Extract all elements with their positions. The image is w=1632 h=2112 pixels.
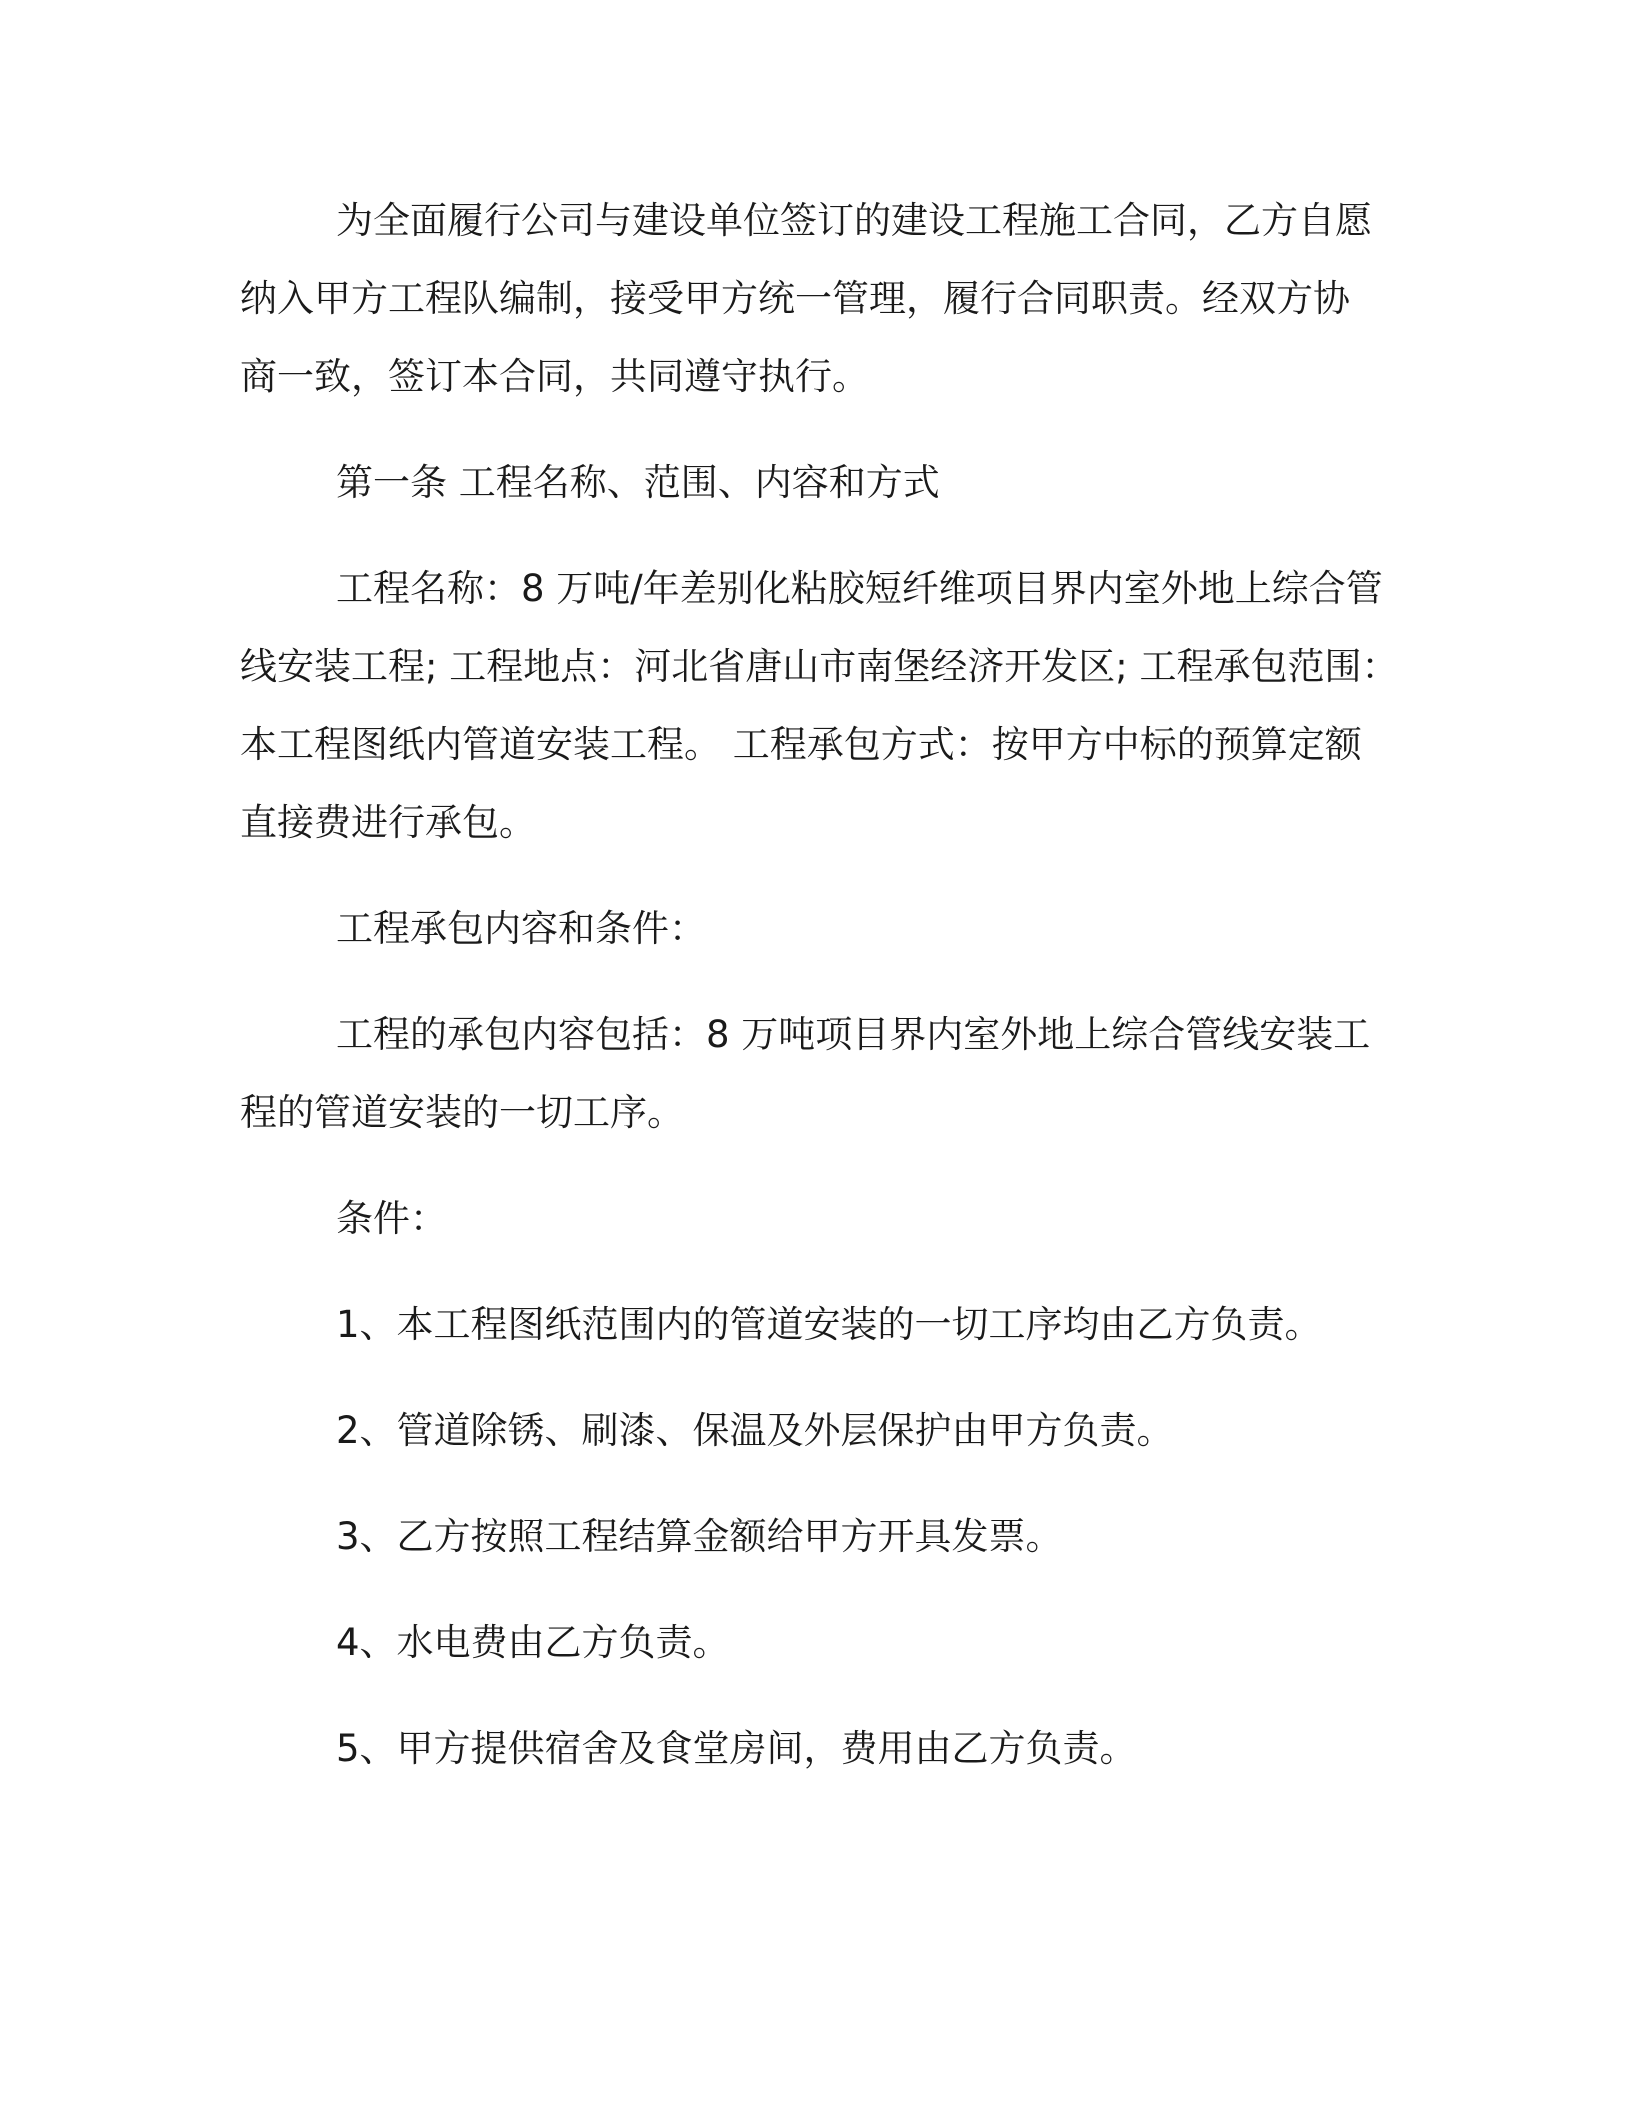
condition-item: 4、水电费由乙方负责。 bbox=[336, 1621, 730, 1664]
intro-line: 为全面履行公司与建设单位签订的建设工程施工合同，乙方自愿 bbox=[336, 199, 1372, 242]
project-info-line: 工程名称：8 万吨/年差别化粘胶短纤维项目界内室外地上综合管 bbox=[336, 567, 1383, 610]
project-info-line: 线安装工程; 工程地点：河北省唐山市南堡经济开发区; 工程承包范围： bbox=[240, 645, 1399, 688]
project-info-line: 直接费进行承包。 bbox=[240, 801, 536, 844]
content-heading: 工程承包内容和条件： bbox=[336, 907, 706, 950]
project-info-line: 本工程图纸内管道安装工程。 工程承包方式：按甲方中标的预算定额 bbox=[240, 723, 1362, 766]
content-description bbox=[240, 996, 1390, 1152]
intro-paragraph bbox=[240, 182, 1390, 416]
content-line: 工程的承包内容包括：8 万吨项目界内室外地上综合管线安装工 bbox=[336, 1013, 1371, 1056]
condition-item: 2、管道除锈、刷漆、保温及外层保护由甲方负责。 bbox=[336, 1409, 1174, 1452]
content-line: 程的管道安装的一切工序。 bbox=[240, 1091, 684, 1134]
intro-line: 商一致，签订本合同，共同遵守执行。 bbox=[240, 355, 869, 398]
condition-item: 3、乙方按照工程结算金额给甲方开具发票。 bbox=[336, 1515, 1063, 1558]
conditions-heading: 条件： bbox=[336, 1197, 447, 1240]
article-heading: 第一条 工程名称、范围、内容和方式 bbox=[336, 461, 940, 504]
condition-item: 5、甲方提供宿舍及食堂房间，费用由乙方负责。 bbox=[336, 1727, 1137, 1770]
intro-line: 纳入甲方工程队编制，接受甲方统一管理，履行合同职责。经双方协 bbox=[240, 277, 1350, 320]
condition-item: 1、本工程图纸范围内的管道安装的一切工序均由乙方负责。 bbox=[336, 1303, 1322, 1346]
document-body bbox=[240, 182, 1399, 1816]
project-info-paragraph bbox=[240, 550, 1399, 862]
